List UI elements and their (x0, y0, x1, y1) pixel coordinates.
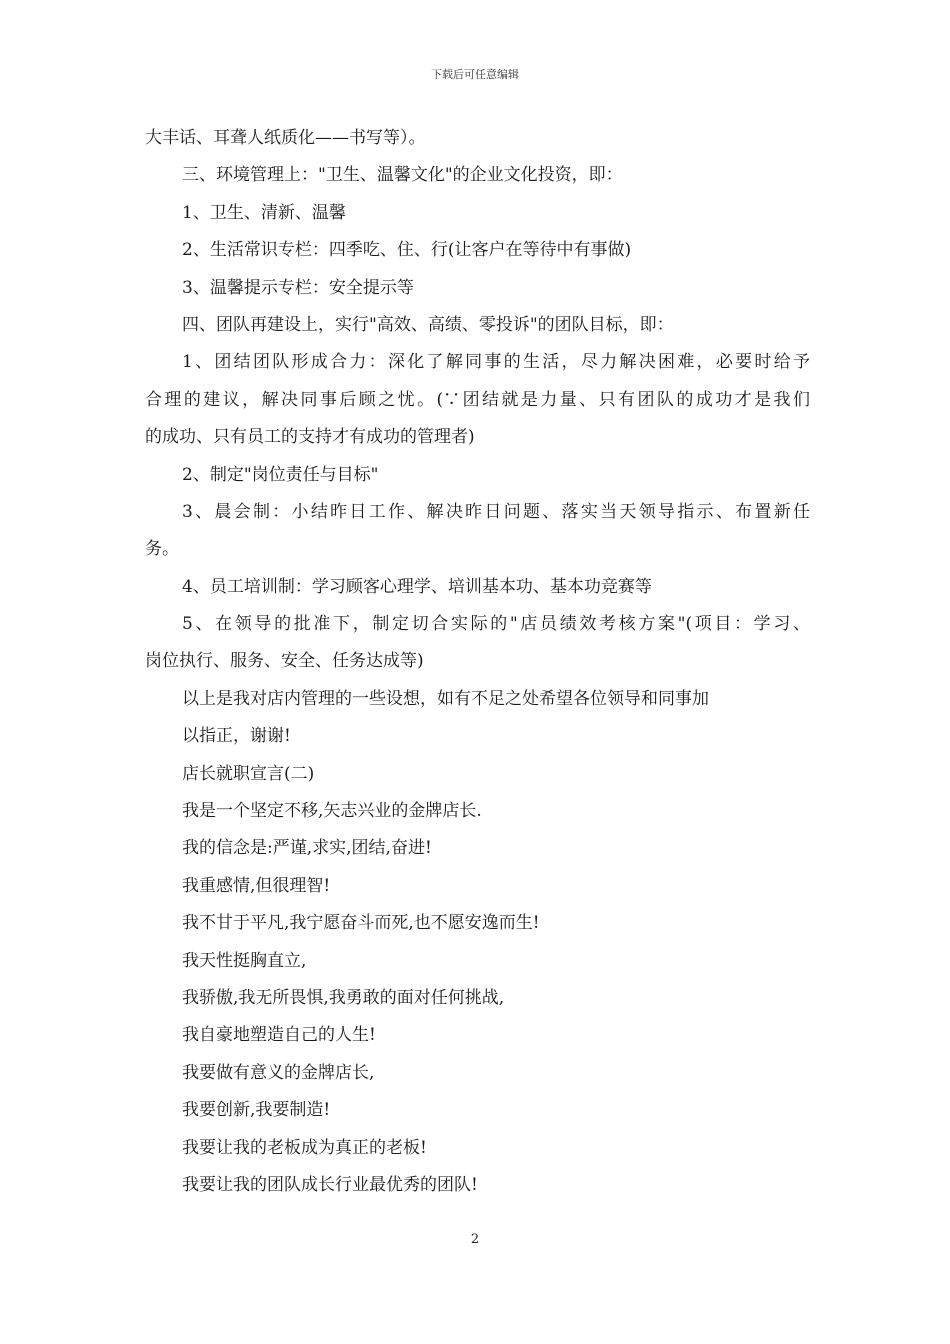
text-line: 3、温馨提示专栏：安全提示等 (182, 277, 414, 298)
text-line: 合理的建议，解决同事后顾之忧。(∵团结就是力量、只有团队的成功才是我们 (145, 389, 810, 410)
text-line: 我骄傲,我无所畏惧,我勇敢的面对任何挑战, (182, 987, 505, 1008)
text-line: 我是一个坚定不移,矢志兴业的金牌店长. (182, 801, 482, 822)
text-line: 5、在领导的批准下，制定切合实际的"店员绩效考核方案"(项目：学习、 (182, 614, 810, 635)
text-line: 2、生活常识专栏：四季吃、住、行(让客户在等待中有事做) (182, 240, 632, 261)
text-line: 2、制定"岗位责任与目标" (182, 464, 379, 485)
text-line: 我要让我的老板成为真正的老板! (182, 1137, 427, 1158)
text-line: 店长就职宣言(二) (182, 763, 315, 784)
document-body (145, 120, 810, 1204)
text-line: 我要创新,我要制造! (182, 1100, 331, 1121)
text-line: 4、员工培训制：学习顾客心理学、培训基本功、基本功竞赛等 (182, 576, 652, 597)
text-line: 我重感情,但很理智! (182, 875, 331, 896)
text-line: 大丰话、耳聋人纸质化——书写等）。 (145, 128, 426, 148)
text-line: 我要做有意义的金牌店长, (182, 1062, 375, 1083)
text-line: 1、团结团队形成合力：深化了解同事的生活，尽力解决困难，必要时给予 (182, 352, 810, 373)
page-header: 下载后可任意编辑 (431, 68, 519, 81)
page-number: 2 (470, 1232, 480, 1247)
text-line: 的成功、只有员工的支持才有成功的管理者) (145, 427, 475, 448)
text-line: 以指正，谢谢! (182, 726, 291, 747)
text-line: 3、晨会制：小结昨日工作、解决昨日问题、落实当天领导指示、布置新任 (182, 501, 810, 522)
text-line: 务。 (145, 539, 179, 560)
text-line: 1、卫生、清新、温馨 (182, 202, 346, 223)
text-line: 我要让我的团队成长行业最优秀的团队! (182, 1174, 478, 1195)
text-line: 我天性挺胸直立, (182, 950, 307, 971)
text-line: 我自豪地塑造自己的人生! (182, 1025, 376, 1046)
text-line: 以上是我对店内管理的一些设想，如有不足之处希望各位领导和同事加 (182, 688, 709, 709)
text-line: 三、环境管理上："卫生、温馨文化"的企业文化投资，即： (182, 165, 623, 186)
text-line: 我不甘于平凡,我宁愿奋斗而死,也不愿安逸而生! (182, 913, 540, 934)
text-line: 岗位执行、服务、安全、任务达成等) (145, 651, 424, 672)
text-line: 我的信念是:严谨,求实,团结,奋进! (182, 838, 432, 859)
text-line: 四、团队再建设上，实行"高效、高绩、零投诉"的团队目标，即： (182, 314, 674, 335)
